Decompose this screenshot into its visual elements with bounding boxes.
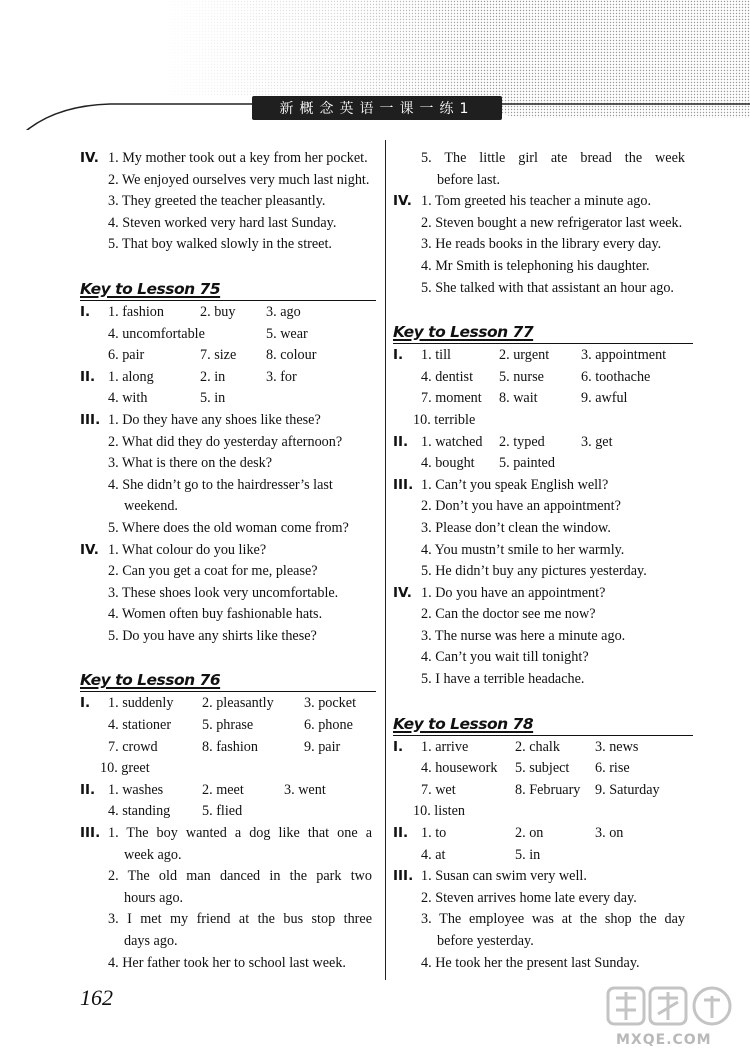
vocab-row: 7. wet 8. February 9. Saturday xyxy=(421,781,660,798)
roman-numeral: I. xyxy=(393,738,404,755)
roman-numeral: IV. xyxy=(80,541,99,558)
vocab-row: I. 1. arrive 2. chalk 3. news xyxy=(393,737,693,759)
list-item: 2. Steven arrives home late every day. xyxy=(421,889,637,906)
list-item: 4. Mr Smith is telephoning his daughter. xyxy=(421,257,650,274)
list-item: 5. Where does the old woman come from? xyxy=(108,519,349,536)
watermark-url: MXQE.COM xyxy=(616,1032,712,1048)
list-item: III. 1. The boy wanted a dog like that one a xyxy=(80,823,376,845)
vocab-row: 4. bought 5. painted xyxy=(421,455,555,472)
list-item: 4. You mustn’t smile to her warmly. xyxy=(421,541,625,558)
vocab-row: I. 1. fashion 2. buy 3. ago xyxy=(80,302,376,324)
vocab-row: 10. terrible xyxy=(413,411,476,428)
list-item: 3. I met my friend at the bus stop three xyxy=(108,911,372,928)
vocab-row: 6. pair 7. size 8. colour xyxy=(108,347,317,364)
list-item: 3. The nurse was here a minute ago. xyxy=(421,627,626,644)
list-item: 2. The old man danced in the park two xyxy=(108,868,372,885)
roman-numeral: II. xyxy=(393,825,409,842)
watermark xyxy=(606,984,736,1054)
roman-numeral: III. xyxy=(393,476,414,493)
list-item: 3. These shoes look very uncomfortable. xyxy=(108,584,339,601)
list-item: 5. I have a terrible headache. xyxy=(421,671,585,688)
left-column xyxy=(80,148,376,974)
list-item: hours ago. xyxy=(124,889,184,906)
vocab-row: 4. standing 5. flied xyxy=(108,803,243,820)
header-title: 新概念英语一课一练1 xyxy=(252,96,502,120)
vocab-row: II. 1. to 2. on 3. on xyxy=(393,823,693,845)
list-item: 5. That boy walked slowly in the street. xyxy=(108,236,332,253)
vocab-row: II. 1. watched 2. typed 3. get xyxy=(393,432,693,454)
vocab-row: 4. dentist 5. nurse 6. toothache xyxy=(421,368,651,385)
roman-numeral: I. xyxy=(393,347,404,364)
vocab-row: I. 1. till 2. urgent 3. appointment xyxy=(393,345,693,367)
roman-numeral: II. xyxy=(80,368,96,385)
list-item: III. 1. Can’t you speak English well? xyxy=(393,475,693,497)
vocab-row: 10. greet xyxy=(100,760,150,777)
watermark-logo-icon xyxy=(606,984,736,1030)
roman-numeral: IV. xyxy=(393,193,412,210)
list-item: IV. 1. My mother took out a key from her pocket. xyxy=(80,148,376,170)
vocab-row: 10. listen xyxy=(413,803,466,820)
list-item: 5. He didn’t buy any pictures yesterday. xyxy=(421,563,647,580)
list-item: 4. He took her the present last Sunday. xyxy=(421,954,640,971)
list-item: 5. The little girl ate bread the week xyxy=(421,150,685,166)
list-item: 2. Can you get a coat for me, please? xyxy=(108,563,318,580)
list-item: 2. Steven bought a new refrigerator last week. xyxy=(421,214,683,231)
lesson-heading: Key to Lesson 76 xyxy=(80,669,376,692)
list-item: before yesterday. xyxy=(437,933,534,949)
list-item: 3. What is there on the desk? xyxy=(108,455,273,472)
vocab-row: II. 1. along 2. in 3. for xyxy=(80,367,376,389)
column-divider xyxy=(385,140,386,980)
list-item: 4. Steven worked very hard last Sunday. xyxy=(108,214,337,231)
vocab-row: 4. with 5. in xyxy=(108,390,226,407)
vocab-row: I. 1. suddenly 2. pleasantly 3. pocket xyxy=(80,693,376,715)
list-item: 3. He reads books in the library every day. xyxy=(421,236,662,253)
list-item: 3. The employee was at the shop the day xyxy=(421,911,685,928)
list-item: III. 1. Do they have any shoes like these? xyxy=(80,410,376,432)
list-item: before last. xyxy=(437,171,501,188)
roman-numeral: III. xyxy=(393,868,414,885)
vocab-row: 4. stationer 5. phrase 6. phone xyxy=(108,717,353,734)
vocab-row: 4. uncomfortable 5. wear xyxy=(108,325,308,342)
list-item: IV. 1. Tom greeted his teacher a minute ago. xyxy=(393,191,693,213)
vocab-row: II. 1. washes 2. meet 3. went xyxy=(80,780,376,802)
roman-numeral: III. xyxy=(80,825,101,842)
lesson-heading: Key to Lesson 77 xyxy=(393,321,693,344)
vocab-row: 4. housework 5. subject 6. rise xyxy=(421,760,630,777)
roman-numeral: II. xyxy=(393,433,409,450)
list-item: 2. Can the doctor see me now? xyxy=(421,606,596,623)
roman-numeral: IV. xyxy=(393,584,412,601)
list-item: 2. Don’t you have an appointment? xyxy=(421,498,621,515)
list-item: IV. 1. What colour do you like? xyxy=(80,540,376,562)
list-item: 3. They greeted the teacher pleasantly. xyxy=(108,193,326,210)
list-item: 5. She talked with that assistant an hour ago. xyxy=(421,279,674,296)
list-item: 5. Do you have any shirts like these? xyxy=(108,627,317,644)
list-item: 2. We enjoyed ourselves very much last night. xyxy=(108,171,370,188)
vocab-row: 7. moment 8. wait 9. awful xyxy=(421,390,628,407)
roman-numeral: I. xyxy=(80,695,91,712)
list-item: 4. Can’t you wait till tonight? xyxy=(421,649,589,666)
list-item: IV. 1. Do you have an appointment? xyxy=(393,583,693,605)
lesson-heading: Key to Lesson 75 xyxy=(80,278,376,301)
roman-numeral: III. xyxy=(80,411,101,428)
page-number: 162 xyxy=(80,985,113,1010)
lesson-heading: Key to Lesson 78 xyxy=(393,713,693,736)
vocab-row: 4. at 5. in xyxy=(421,846,541,863)
roman-numeral: IV. xyxy=(80,150,99,166)
list-item: 3. Please don’t clean the window. xyxy=(421,519,611,536)
list-item: days ago. xyxy=(124,933,178,949)
list-item: weekend. xyxy=(124,498,178,515)
vocab-row: 7. crowd 8. fashion 9. pair xyxy=(108,738,341,755)
roman-numeral: I. xyxy=(80,303,91,320)
list-item: 4. Her father took her to school last week. xyxy=(108,954,346,971)
roman-numeral: II. xyxy=(80,781,96,798)
list-item: 2. What did they do yesterday afternoon? xyxy=(108,433,343,450)
right-column xyxy=(393,148,693,974)
list-item: 4. Women often buy fashionable hats. xyxy=(108,606,323,623)
list-item: III. 1. Susan can swim very well. xyxy=(393,866,693,888)
list-item: 4. She didn’t go to the hairdresser’s last xyxy=(108,476,333,493)
list-item: week ago. xyxy=(124,846,182,863)
